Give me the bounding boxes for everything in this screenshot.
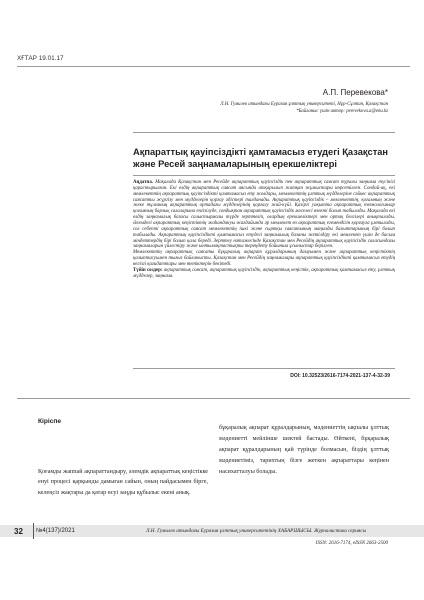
page-number: 32 — [14, 527, 23, 536]
intro-column-1: Қоғамды жаппай ақпараттандыру, әлемдік ақпараттық кеңістікке енуі процесі қарқынды дамыған сайын, оның пайдасымен бірге, келеңсіз жақтары да қатар өсуі заңды құбылыс екені анық. — [38, 469, 208, 496]
author-name: А.П. Перевекова* — [322, 88, 388, 97]
issn: ISSN: 2616-7174, eISSN 2663-2500 — [315, 541, 388, 546]
header-rule — [17, 66, 410, 67]
keywords — [133, 268, 395, 280]
journal-name: Л.Н. Гумилев атындағы Еуразия ұлттық университетінің ХАБАРШЫСЫ. Журналистика сериясы — [146, 528, 367, 534]
doi-rule — [133, 368, 395, 369]
title-top-rule — [133, 132, 395, 133]
abstract-text: Мақалада Қазақстан мен Ресейде ақпараттық қауіпсіздік пен ақпараттық саясат туралы заңнама түсінігі қарастырылған. Екі елдің ақпараттық саясат аясында атқарылып жатқан жұмыстары көрсетілген. Сондай-ақ, екі мемлекеттің ақпараттық қауіпсіздікті қамтамасыз ету жолдары, мемлекеттің ұлттық мүдделеріне сәйкес ақпараттық саясатты жүргізу мен мүдделерін қорғау әдістері талданады. Ақпараттық қауіпсіздік – мемлекеттің, қоғамның және жеке тұлғаның ақпараттық ортадағы мүдделерінің қорғалу жай-күйі. Қазіргі уақытта ақпараттық технологиялар қоғамның барлық салаларына енгізілуде, сондықтан ақпараттық қауіпсіздік мәселесі өзекті болып табылады. Мақалада екі елдің заңнамалық базасы салыстырмалы түрде зерттеліп, олардың ерекшеліктері мен ортақ белгілері анықталады. Әлемдегі ақпараттық кеңістіктің жаһандануы жағдайында әр мемлекет өз ақпараттық егемендігін қорғауға ұмтылады, сол себепті ақпараттық саясат мемлекеттің ішкі және сыртқы саясатының маңызды бағыттарының бірі болып табылады. Ақпараттық қауіпсіздікті қамтамасыз етудегі заңнамалық базаны жетілдіру екі мемлекет үшін де басым міндеттердің бірі болып қала береді. Зерттеу нәтижесінде Қазақстан мен Ресейдің ақпараттық қауіпсіздік саласындағы заңнамаларын үйлестіру және ынтымақтастықты тереңдету бойынша ұсыныстар берілген. — [133, 180, 395, 250]
xftar-code: ХҒТАР 19.01.17 — [17, 55, 64, 62]
footer-divider — [33, 523, 34, 539]
section-rule — [17, 398, 410, 399]
keywords-label: Түйін сөздер: — [133, 267, 163, 273]
doi: DOI: 10.32523/2616-7174-2021-137-4-32-39 — [290, 373, 390, 379]
abstract-label: Аңдатпа. — [133, 180, 154, 185]
author-affiliation — [220, 101, 388, 115]
intro-heading: Кіріспе — [38, 418, 62, 425]
article-title — [133, 146, 393, 170]
title-line-1: Ақпараттық қауіпсіздікті қамтамасыз етудегі Қазақстан — [133, 147, 389, 157]
title-bottom-rule — [133, 175, 395, 176]
email-line: *Байланыс үшін автор: perevekova.a@enu.kz — [296, 109, 388, 114]
issue-number: №4(137)/2021 — [36, 528, 75, 534]
intro-column-2: бұқаралық ақпарат құралдарының, мәдениеттің ықпалы ұлттық мәдениетті мейлінше шектей бастады. Өйткені, бұқаралық ақпарат құралдарының қай түрінде болмасын, біздің ұлттық мәдениетіміз, тарихтың бізге жеткен ақпараттары кеңінен насихатталуы болады. — [219, 425, 389, 476]
keywords-text: ақпараттық саясат, ақпараттық қауіпсіздік, ақпараттық кеңістік, ақпараттық қамтамасыз ету, ұлттық мүдделер, заңнама. — [133, 267, 395, 279]
title-line-2: және Ресей заңнамаларының ерекшеліктері — [133, 159, 337, 169]
abstract-text-2: Мемлекеттің ақпараттық саясаты бұқаралық ақпарат құралдарының дамуымен және ақпараттық кеңістіктің қалыптасуымен тығыз байланысты. Қазақстан мен Ресейдің заңнамалары ақпараттық қауіпсіздікті қамтамасыз етудің негізгі қағидаттары мен тетіктерін бекітеді. — [133, 250, 395, 268]
affiliation-line: Л.Н. Гумилев атындағы Еуразия ұлттық университеті, Нұр-Сұлтан, Қазақстан — [220, 102, 388, 107]
abstract — [133, 180, 395, 280]
